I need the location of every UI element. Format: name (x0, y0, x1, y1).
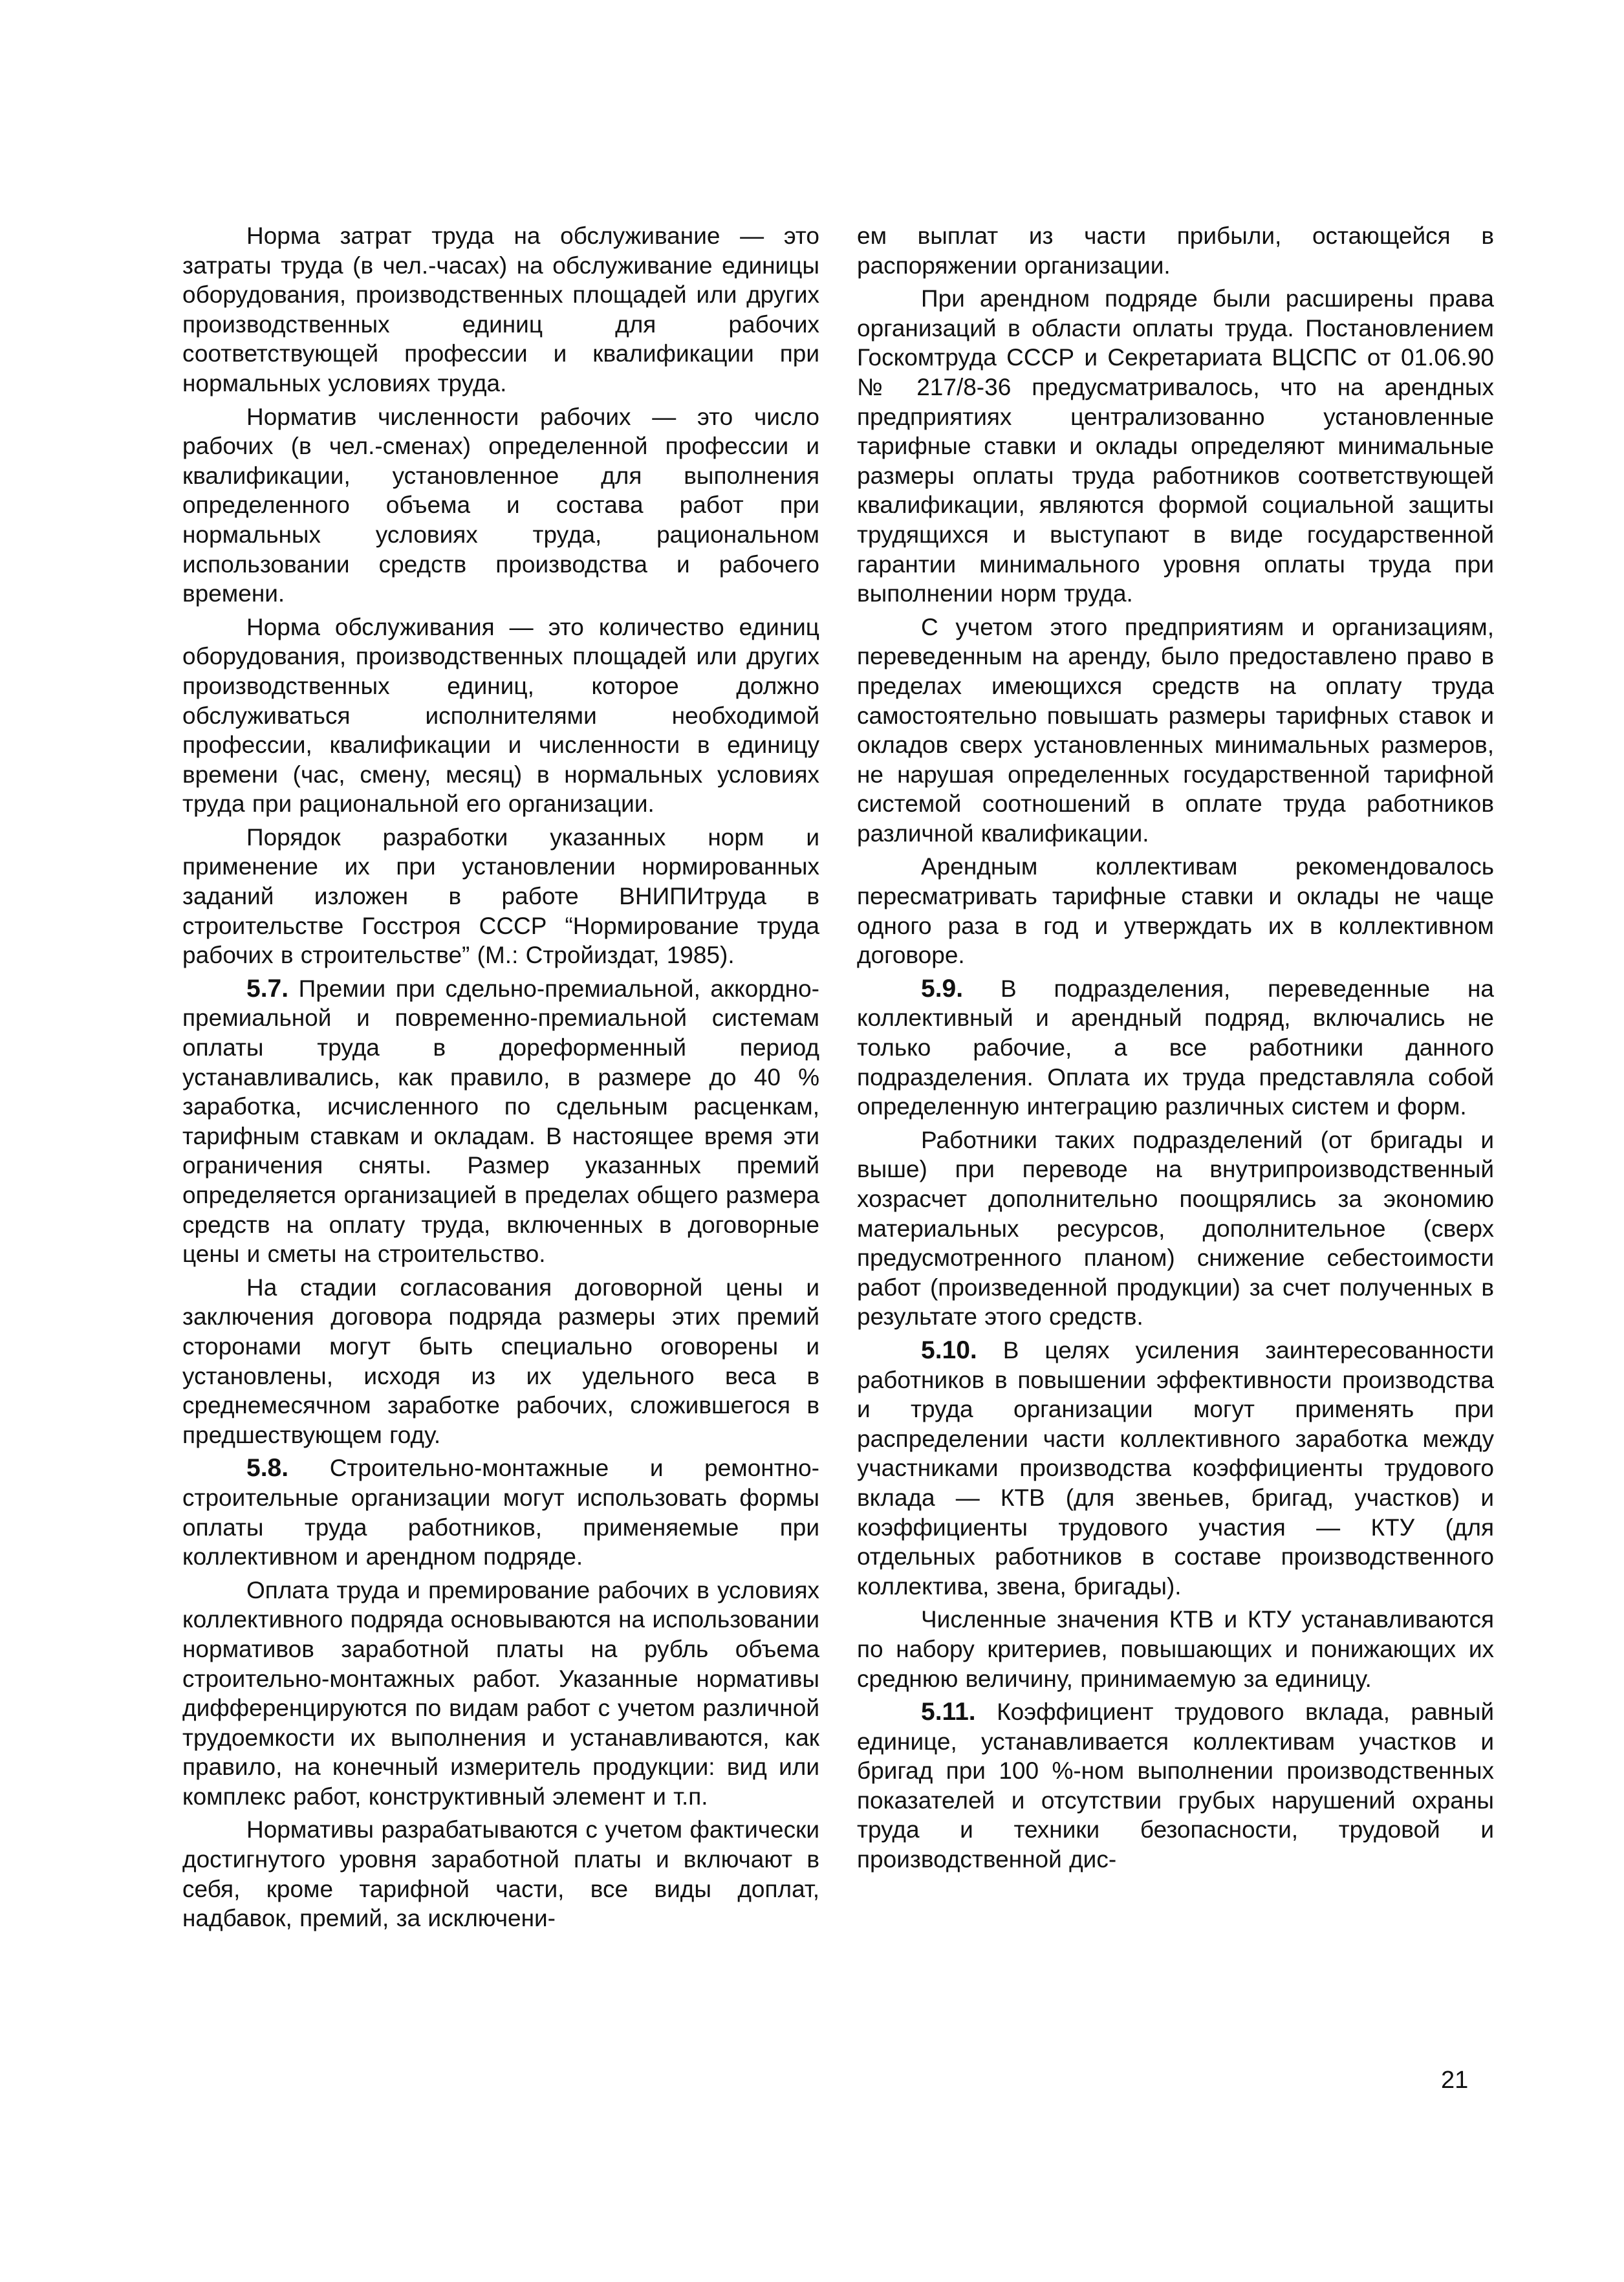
paragraph-text: Оплата труда и премирование рабочих в условиях коллективного подряда основываются на использовании нормативов заработной платы на рубль объема строительно-монтажных работ. Указанные нормативы дифференцируются по видам работ с учетом различной трудоемкости их выполнения и устанавливаются, как правило, на конечный измеритель продукции: вид или комплекс работ, конструктивный элемент и т.п. (182, 1576, 819, 1810)
paragraph-text: Норма затрат труда на обслуживание — это затраты труда (в чел.-часах) на обслуживание единицы оборудования, производственных площадей или других производственных единиц для рабочих соответствующей профессии и квалификации при нормальных условиях труда. (182, 223, 819, 397)
paragraph-text: На стадии согласования договорной цены и заключения договора подряда размеры этих премий сторонами могут быть специально оговорены и установлены, исходя из их удельного веса в среднемесячном заработке рабочих, сложившегося в предшествующем году. (182, 1274, 819, 1448)
left-column (182, 221, 819, 1933)
paragraph-text: Нормативы разрабатываются с учетом фактически достигнутого уровня заработной платы и включают в себя, кроме тарифной части, все виды доплат, надбавок, премий, за исключени- (182, 1816, 819, 1932)
paragraph (857, 1605, 1494, 1693)
section-number: 5.8. (246, 1454, 289, 1483)
paragraph-text: Норма обслуживания — это количество единиц оборудования, производственных площадей или других производственных единиц, которое должно обслуживаться исполнителями необходимой профессии, квалификации и численности в единицу времени (час, смену, месяц) в нормальных условиях труда при рациональной его организации. (182, 613, 819, 818)
paragraph-text: Норматив численности рабочих — это число рабочих (в чел.-сменах) определенной профессии и квалификации, установленное для выполнения определенного объема и состава работ при нормальных условиях труда, рациональном использовании средств производства и рабочего времени. (182, 403, 819, 607)
section-number: 5.9. (921, 974, 964, 1003)
section-number: 5.11. (921, 1698, 976, 1726)
paragraph-text: В подразделения, переведенные на коллективный и арендный подряд, включались не только рабочие, а все работники данного подразделения. Оплата их труда представляла собой определенную интеграцию различных систем и форм. (857, 975, 1495, 1120)
paragraph-text: Коэффициент трудового вклада, равный единице, устанавливается коллективам участков и бригад при 100 %-ном выполнении производственных показателей и отсутствии грубых нарушений охраны труда и техники безопасности, трудовой и производственной дис- (857, 1699, 1495, 1873)
paragraph (857, 852, 1494, 970)
paragraph (182, 1815, 819, 1933)
section-number: 5.10. (921, 1336, 977, 1364)
paragraph-text: В целях усиления заинтересованности работников в повышении эффективности производства и труда организации могут применять при распределении части коллективного заработка между участниками производства коэффициенты трудового вклада — КТВ (для звеньев, бригад, участков) и коэффициенты трудового участия — КТУ (для отдельных работников в составе производственного коллектива, звена, бригады). (857, 1336, 1494, 1600)
paragraph-text: Арендным коллективам рекомендовалось пересматривать тарифные ставки и оклады не чаще одного раза в год и утверждать их в коллективном договоре. (857, 853, 1494, 969)
paragraph (182, 1576, 819, 1812)
paragraph (857, 284, 1494, 609)
paragraph-text: Численные значения КТВ и КТУ устанавливаются по набору критериев, повышающих и понижающих их среднюю величину, принимаемую за единицу. (857, 1606, 1494, 1692)
paragraph-text: При арендном подряде были расширены права организаций в области оплаты труда. Постановлением Госкомтруда СССР и Секретариата ВЦСПС от 01.06.90 № 217/8-36 предусматривалось, что на арендных предприятиях централизованно установленные тарифные ставки и оклады определяют минимальные размеры оплаты труда работников соответствующей квалификации, являются формой социальной защиты трудящихся и выступают в виде государственной гарантии минимального уровня оплаты труда при выполнении норм труда. (857, 285, 1494, 607)
paragraph (857, 1336, 1494, 1601)
right-column (857, 221, 1494, 1874)
paragraph (857, 1125, 1494, 1332)
paragraph (182, 1273, 819, 1450)
paragraph (182, 1453, 819, 1571)
paragraph (857, 613, 1494, 849)
section-number: 5.7. (246, 974, 289, 1003)
paragraph (182, 221, 819, 398)
paragraph (857, 974, 1494, 1122)
paragraph (182, 823, 819, 970)
paragraph-text: Порядок разработки указанных норм и применение их при установлении нормированных заданий изложен в работе ВНИПИтруда в строительстве Госстроя СССР “Нормирование труда рабочих в строительстве” (М.: Стройиздат, 1985). (182, 823, 819, 969)
paragraph-text: ем выплат из части прибыли, остающейся в распоряжении организации. (857, 223, 1494, 279)
paragraph (857, 1697, 1494, 1874)
page-number: 21 (1441, 2067, 1469, 2094)
paragraph (182, 974, 819, 1269)
paragraph-continuation (857, 221, 1494, 280)
paragraph-text: Премии при сдельно-премиальной, аккордно-премиальной и повременно-премиальной системам оплаты труда в дореформенный период устанавливались, как правило, в размере до 40 % заработка, исчисленного по сдельным расценкам, тарифным ставкам и окладам. В настоящее время эти ограничения сняты. Размер указанных премий определяется организацией в пределах общего размера средств на оплату труда, включенных в договорные цены и сметы на строительство. (182, 975, 820, 1268)
paragraph-text: Строительно-монтажные и ремонтно-строительные организации могут использовать формы оплаты труда работников, применяемые при коллективном и арендном подряде. (182, 1455, 820, 1570)
paragraph (182, 402, 819, 609)
paragraph-text: С учетом этого предприятиям и организациям, переведенным на аренду, было предоставлено право в пределах имеющихся средств на оплату труда самостоятельно повышать размеры тарифных ставок и окладов сверх установленных минимальных размеров, не нарушая определенных государственной тарифной системой соотношений в оплате труда работников различной квалификации. (857, 613, 1494, 847)
paragraph (182, 613, 819, 819)
paragraph-text: Работники таких подразделений (от бригады и выше) при переводе на внутрипроизводственный хозрасчет дополнительно поощрялись за экономию материальных ресурсов, дополнительное (сверх предусмотренного планом) снижение себестоимости работ (произведенной продукции) за счет полученных в результате этого средств. (857, 1126, 1494, 1331)
